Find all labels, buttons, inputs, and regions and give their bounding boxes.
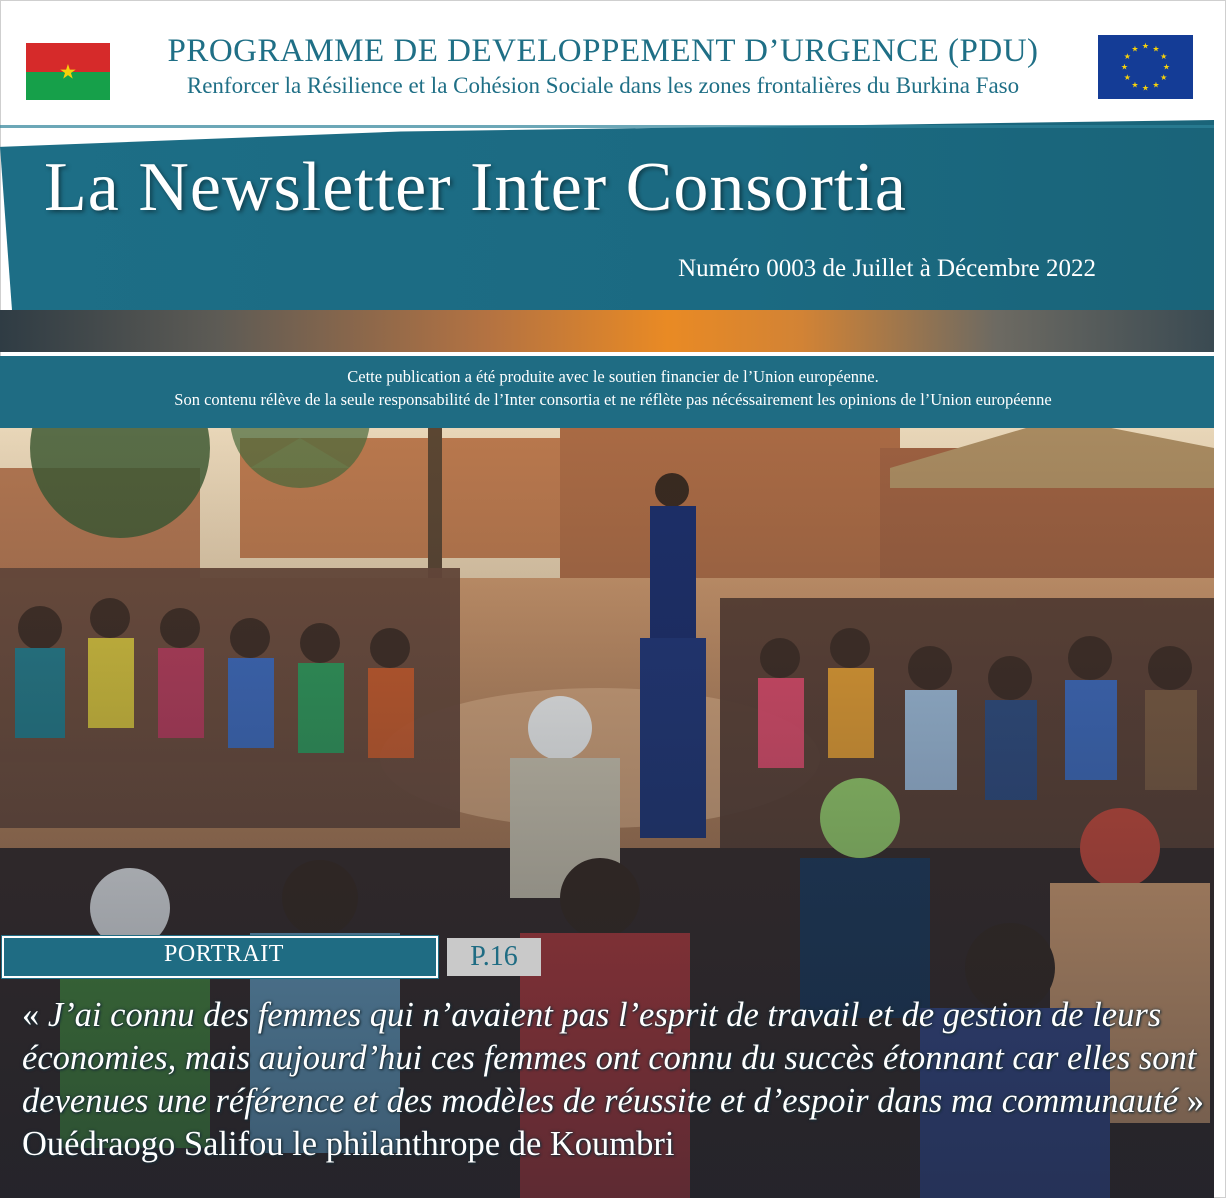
eu-star-icon: ★ — [1160, 73, 1168, 82]
eu-star-icon: ★ — [1141, 83, 1150, 93]
eu-star-icon: ★ — [1131, 44, 1139, 54]
banner-accent-line — [0, 125, 1214, 128]
quote-open-mark: « — [22, 996, 48, 1034]
eu-star-icon: ★ — [1123, 52, 1131, 61]
portrait-quote — [22, 994, 1212, 1166]
quote-author: Ouédraogo Salifou le philanthrope de Koumbri — [22, 1125, 675, 1163]
program-title: PROGRAMME DE DEVELOPPEMENT D’URGENCE (PDU) — [167, 33, 1039, 69]
eu-star-icon: ★ — [1131, 80, 1139, 90]
disclaimer-line-2: Son contenu rélève de la seule responsabilité de l’Inter consortia et ne réflète pas nécéssairement les opinions de l’Union européenne — [174, 390, 1052, 409]
section-label-portrait — [2, 936, 438, 978]
eu-star-icon: ★ — [1160, 52, 1168, 61]
european-union-flag-icon — [1098, 35, 1193, 99]
eu-star-icon: ★ — [1162, 62, 1171, 72]
page-reference-text: P.16 — [470, 941, 518, 972]
eu-star-icon: ★ — [1152, 44, 1160, 54]
program-subtitle: Renforcer la Résilience et la Cohésion Sociale dans les zones frontalières du Burkina Faso — [186, 73, 1020, 98]
eu-star-icon: ★ — [1123, 73, 1131, 82]
newsletter-title: La Newsletter Inter Consortia — [44, 149, 907, 226]
burkina-faso-flag-icon: ★ — [26, 43, 110, 100]
issue-number: Numéro 0003 de Juillet à Décembre 2022 — [678, 255, 1096, 282]
eu-star-icon: ★ — [1141, 41, 1150, 51]
gradient-divider — [0, 310, 1214, 352]
quote-close-mark: » — [1178, 1082, 1204, 1120]
disclaimer-line-1: Cette publication a été produite avec le soutien financier de l’Union européenne. — [347, 367, 879, 386]
section-label-text: PORTRAIT — [164, 941, 284, 967]
page-reference — [447, 938, 541, 976]
quote-text: J’ai connu des femmes qui n’avaient pas l’esprit de travail et de gestion de leurs économies, mais aujourd’hui ces femmes ont connu du succès étonnant car elles sont devenues une référence et des modèles de réussite et d’espoir dans ma communauté — [22, 996, 1197, 1120]
eu-star-icon: ★ — [1152, 80, 1160, 90]
eu-star-icon: ★ — [1120, 62, 1129, 72]
